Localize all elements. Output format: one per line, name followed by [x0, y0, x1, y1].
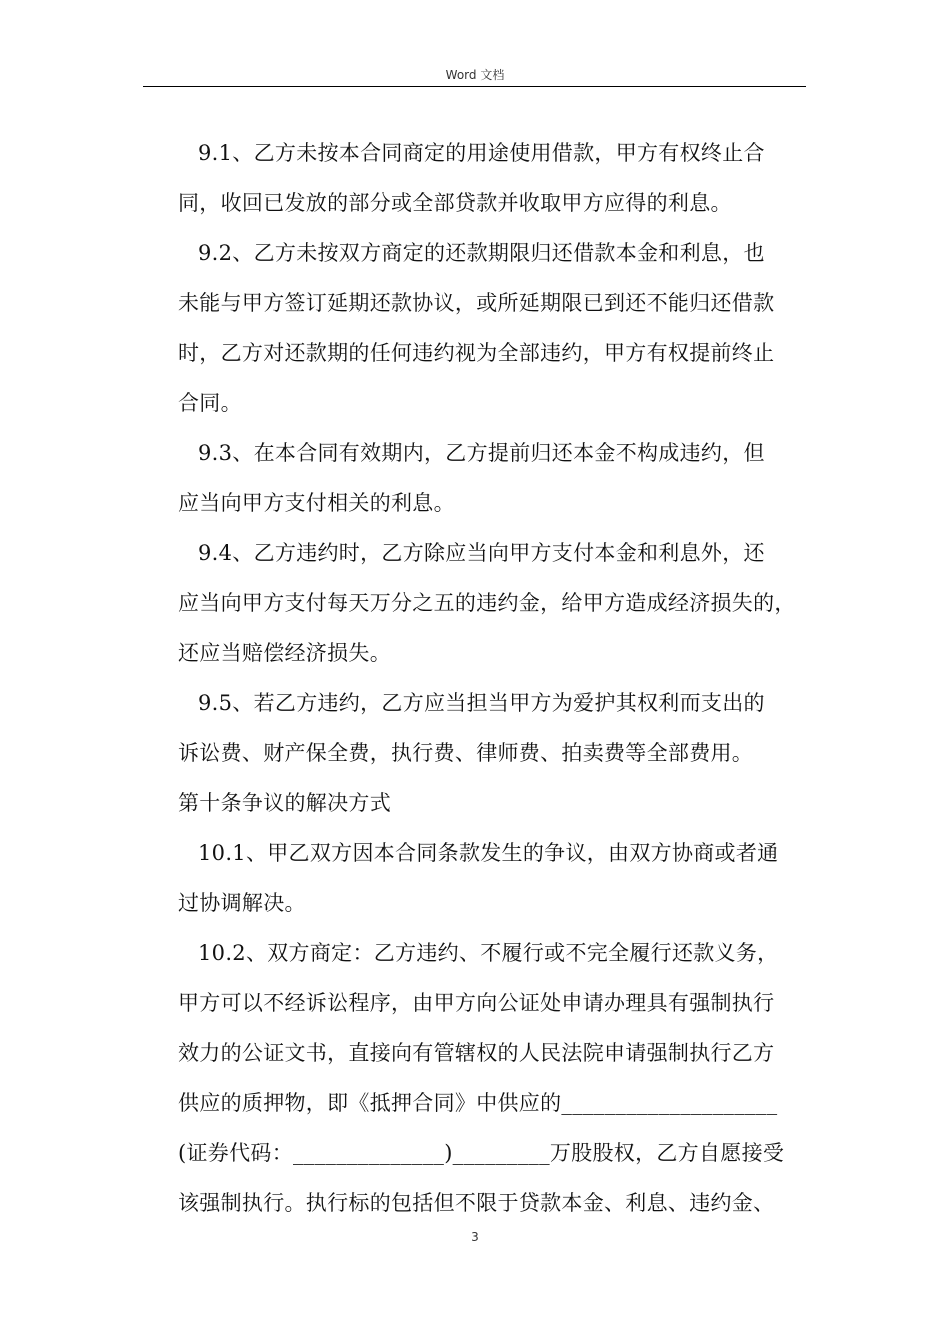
header-divider	[143, 86, 806, 87]
paragraph-line: 时，乙方对还款期的任何违约视为全部违约，甲方有权提前终止	[178, 341, 775, 365]
paragraph-line: 合同。	[178, 391, 242, 415]
section-heading: 第十条争议的解决方式	[178, 791, 391, 815]
paragraph-line: 应当向甲方支付相关的利息。	[178, 491, 455, 515]
page-number: 3	[471, 1230, 479, 1244]
paragraph-line: 过协调解决。	[178, 891, 306, 915]
paragraph-line: 未能与甲方签订延期还款协议，或所延期限已到还不能归还借款	[178, 291, 775, 315]
paragraph-line: 9.4、乙方违约时，乙方除应当向甲方支付本金和利息外，还	[198, 541, 765, 565]
paragraph-line: 10.2、双方商定：乙方违约、不履行或不完全履行还款义务，	[198, 941, 779, 965]
paragraph-line: 效力的公证文书，直接向有管辖权的人民法院申请强制执行乙方	[178, 1041, 775, 1065]
paragraph-line: 同，收回已发放的部分或全部贷款并收取甲方应得的利息。	[178, 191, 732, 215]
paragraph-line: (证券代码：______________)_________万股股权，乙方自愿接受	[178, 1141, 785, 1165]
paragraph-line: 9.2、乙方未按双方商定的还款期限归还借款本金和利息，也	[198, 241, 765, 265]
paragraph-line: 9.1、乙方未按本合同商定的用途使用借款，甲方有权终止合	[198, 141, 765, 165]
page-header-title: Word 文档	[445, 68, 505, 82]
paragraph-line: 9.5、若乙方违约，乙方应当担当甲方为爱护其权利而支出的	[198, 691, 765, 715]
paragraph-line: 还应当赔偿经济损失。	[178, 641, 391, 665]
paragraph-line: 10.1、甲乙双方因本合同条款发生的争议，由双方协商或者通	[198, 841, 779, 865]
paragraph-line: 诉讼费、财产保全费，执行费、律师费、拍卖费等全部费用。	[178, 741, 754, 765]
paragraph-line: 甲方可以不经诉讼程序，由甲方向公证处申请办理具有强制执行	[178, 991, 775, 1015]
paragraph-line: 供应的质押物，即《抵押合同》中供应的____________________	[178, 1091, 778, 1115]
paragraph-line: 该强制执行。执行标的包括但不限于贷款本金、利息、违约金、	[178, 1191, 775, 1215]
paragraph-line: 9.3、在本合同有效期内，乙方提前归还本金不构成违约，但	[198, 441, 765, 465]
paragraph-line: 应当向甲方支付每天万分之五的违约金，给甲方造成经济损失的，	[178, 591, 796, 615]
document-body	[178, 128, 808, 1228]
